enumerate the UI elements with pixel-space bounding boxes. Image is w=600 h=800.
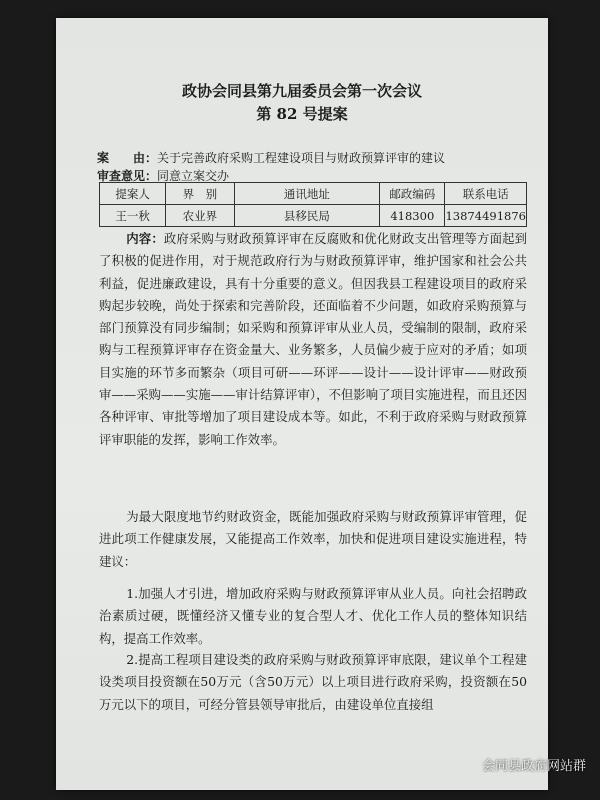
content-label: 内容：: [126, 231, 164, 246]
table-cell: 王一秋: [100, 205, 166, 227]
case-line: [97, 149, 445, 166]
document-title: 政协会同县第九届委员会第一次会议: [181, 82, 422, 100]
review-text: 同意立案交办: [157, 169, 230, 183]
content-paragraph-3: [99, 583, 527, 650]
review-label: 审查意见：: [97, 169, 158, 183]
paragraph-3-text: 1.加强人才引进，增加政府采购与财政预算评审从业人员。向社会招聘政治素质过硬，既懂经济又懂专业的复合型人才、优化工作人员的整体知识结构，提高工作效率。: [99, 586, 527, 646]
content-paragraph-4: [99, 649, 527, 716]
table-header-cell: 界 别: [166, 183, 234, 205]
table-header-row: [100, 183, 527, 205]
table-row: [100, 205, 527, 227]
table-header-cell: 提案人: [100, 183, 166, 205]
table-cell: 13874491876: [445, 205, 527, 227]
table-cell: 县移民局: [234, 205, 380, 227]
document-page: [56, 18, 548, 790]
paragraph-4-text: 2.提高工程项目建设类的政府采购与财政预算评审底限，建议单个工程建设类项目投资额在50万元（含50万元）以上项目进行政府采购，投资额在50万元以下的项目，可经分管县领导审批后，由建设单位直接组: [99, 652, 527, 712]
table-header-cell: 邮政编码: [380, 183, 445, 205]
table-cell: 农业界: [166, 205, 234, 227]
content-paragraph-2: [99, 506, 527, 573]
case-text: 关于完善政府采购工程建设项目与财政预算评审的建议: [157, 151, 446, 165]
proposal-number: 第 82 号提案: [256, 105, 348, 123]
table-header-cell: 通讯地址: [234, 183, 380, 205]
paragraph-2-text: 为最大限度地节约财政资金，既能加强政府采购与财政预算评审管理，促进此项工作健康发展，又能提高工作效率，加快和促进项目建设实施进程，特建议：: [99, 509, 527, 569]
paragraph-1-text: 政府采购与财政预算评审在反腐败和优化财政支出管理等方面起到了积极的促进作用，对于规范政府行为与财政预算评审，维护国家和社会公共利益，促进廉政建设，具有十分重要的意义。但因我县工程建设项目的政府采购起步较晚，尚处于探索和完善阶段，还面临着不少问题，如政府采购预算与部门预算没有同步编制；如采购和预算评审从业人员，受编制的限制，政府采购与工程预算评审存在资金量大、业务繁多，人员偏少疲于应对的矛盾；如项目实施的环节多而繁杂（项目可研——环评——设计——设计评审——财政预审——采购——实施——审计结算评审），不但影响了项目实施进程，而且还因各种评审、审批等增加了项目建设成本等。如此，不利于政府采购与财政预算评审职能的发挥，影响工作效率。: [99, 231, 528, 447]
content-paragraph-1: [99, 228, 527, 451]
table-cell: 418300: [380, 205, 445, 227]
watermark: 会同县政府网站群: [481, 759, 586, 774]
proposer-table: [99, 182, 527, 227]
table-header-cell: 联系电话: [445, 183, 527, 205]
case-label: 案 由：: [97, 151, 158, 165]
